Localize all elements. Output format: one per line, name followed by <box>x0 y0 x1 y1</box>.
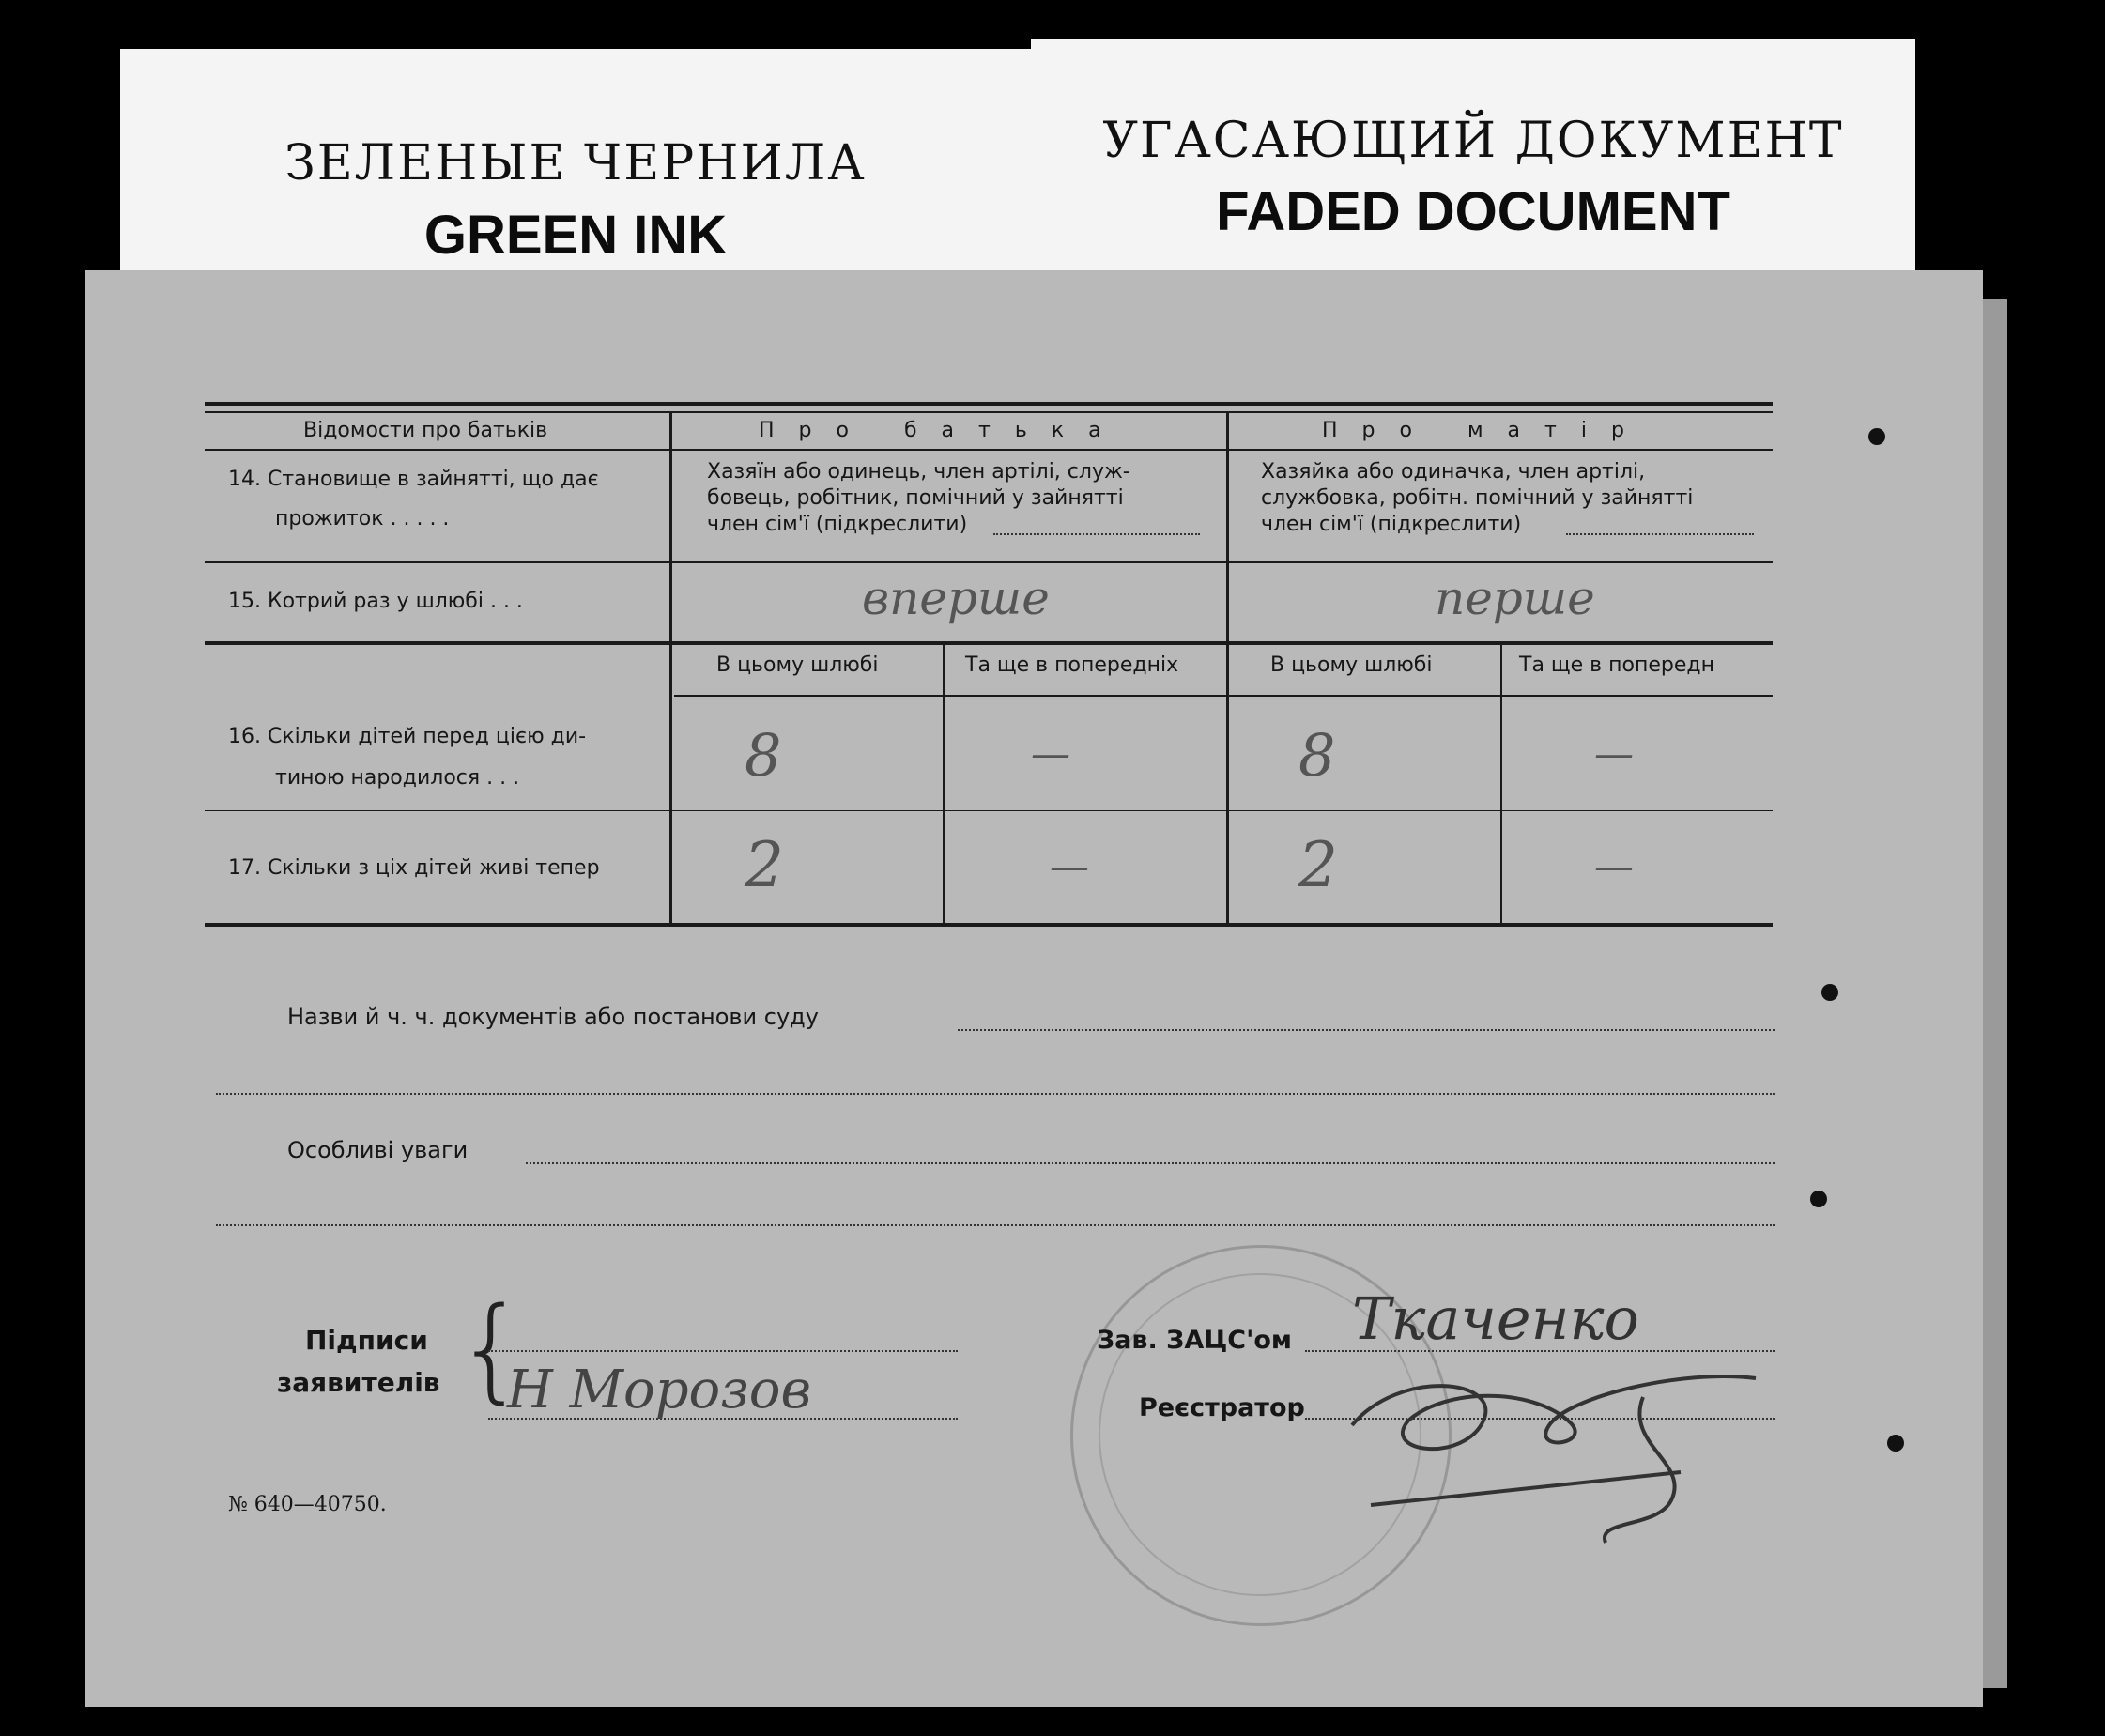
faded-document-ru-text: УГАСАЮЩИЙ ДОКУМЕНТ <box>1102 113 1844 169</box>
row17-label: 17. Скільки з ціх дітей живі тепер <box>228 856 600 880</box>
subheader-mother-previous: Та ще в попередн <box>1519 653 1714 677</box>
remarks-line-2 <box>216 1224 1775 1226</box>
remarks-line <box>526 1162 1775 1164</box>
registrar-label: Реєстратор <box>1139 1393 1305 1422</box>
subheader-mother-this-marriage: В цьому шлюбі <box>1270 653 1433 677</box>
row14-mother-options-2: службовка, робітн. помічний у зайнятті <box>1261 486 1694 510</box>
row16-mother-this: 8 <box>1298 721 1336 790</box>
row14-father-options-3: член сім'ї (підкреслити) <box>707 513 968 536</box>
row16-father-this: 8 <box>745 721 782 790</box>
row15-mother-handwritten: перше <box>1435 571 1595 625</box>
faded-document-label-card <box>1031 39 1915 284</box>
documents-label: Назви й ч. ч. документів або постанови суду <box>287 1004 819 1030</box>
head-of-registry-label: Зав. ЗАЦС'ом <box>1097 1326 1292 1355</box>
row14-label: 14. Становище в зайнятті, що дає <box>228 468 599 491</box>
green-ink-label-card <box>120 49 1031 284</box>
remarks-label: Особливі уваги <box>287 1137 469 1163</box>
row17-father-this: 2 <box>745 829 784 901</box>
row17-father-prev: — <box>1050 843 1089 889</box>
head-signature: Ткаченко <box>1352 1284 1639 1353</box>
documents-line <box>958 1029 1775 1031</box>
row17-mother-this: 2 <box>1298 829 1338 901</box>
row17-mother-prev: — <box>1594 843 1634 889</box>
row14-father-options-2: бовець, робітник, помічний у зайнятті <box>707 486 1124 510</box>
green-ink-en-text: GREEN INK <box>423 205 728 266</box>
row16-father-prev: — <box>1031 730 1070 776</box>
signatures-label: Підписи <box>305 1325 428 1356</box>
row14-father-options: Хазяїн або одинець, член артілі, служ- <box>707 460 1130 484</box>
row14-mother-options: Хазяйка або одиначка, член артілі, <box>1261 460 1646 484</box>
punch-hole <box>1868 428 1885 445</box>
col-header-info: Відомости про батьків <box>303 419 548 442</box>
green-ink-ru-text: ЗЕЛЕНЫЕ ЧЕРНИЛА <box>284 135 867 192</box>
col-header-father: Про батька <box>759 419 1126 442</box>
row15-label: 15. Котрий раз у шлюбі . . . <box>228 590 523 613</box>
signatures-label-cont: заявителів <box>277 1367 440 1398</box>
subheader-father-this-marriage: В цьому шлюбі <box>716 653 879 677</box>
form-number: № 640—40750. <box>228 1493 387 1516</box>
row16-label-cont: тиною народилося . . . <box>275 766 520 790</box>
signature-line-1 <box>488 1350 958 1352</box>
row15-father-handwritten: вперше <box>862 571 1050 625</box>
registrar-signature <box>1286 1331 1850 1575</box>
row14-mother-options-3: член сім'ї (підкреслити) <box>1261 513 1522 536</box>
row16-mother-prev: — <box>1594 730 1634 776</box>
row16-label: 16. Скільки дітей перед цією ди- <box>228 725 587 748</box>
sheet-edge <box>1979 299 2007 1688</box>
documents-line-2 <box>216 1093 1775 1095</box>
punch-hole <box>1821 984 1838 1001</box>
document-sheet: Відомости про батьків Про батька Про матір 14. Становище в зайнятті, що дає прожиток . . . . . Хазяїн або одинець, член артілі, служ- бовець, робітник, помічний у зайнятті член сім'ї (підкреслити) Хазяйка або одиначка, член артілі, службовка, робітн. помічний у зайнятті член сім'ї (підкреслити) 15. Котрий раз у шлюбі . . . вперше перше В цьому шлюбі Та ще в попередніх В цьому шлюбі Та ще в попередн 16. Скільки дітей перед цією ди- тиною народилося . . . 8 — 8 — 17. Скільки з ціх дітей живі тепер 2 — 2 — Назви й ч. ч. документів або постанови суду Особливі уваги Підписи заявителів { Н Морозов Зав. ЗАЦС'ом Ткаченко Реєстратор № 640—40750. <box>85 270 1983 1707</box>
row14-label-cont: прожиток . . . . . <box>275 507 450 530</box>
punch-hole <box>1887 1435 1904 1452</box>
parents-info-table <box>205 402 1773 928</box>
faded-document-en-text: FADED DOCUMENT <box>1216 181 1730 242</box>
subheader-father-previous: Та ще в попередніх <box>965 653 1179 677</box>
punch-hole <box>1810 1191 1827 1207</box>
applicant-signature: Н Морозов <box>507 1360 812 1421</box>
col-header-mother: Про матір <box>1322 419 1649 442</box>
